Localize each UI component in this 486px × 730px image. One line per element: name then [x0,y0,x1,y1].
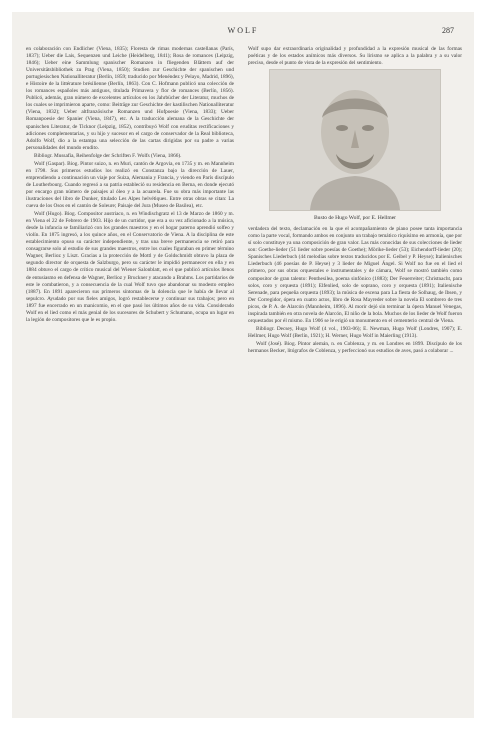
left-paragraph-4: Wolf (Hugo). Biog. Compositor austriaco, n. en Windischgratz el 13 de Marzo de 1860 y m. en Viena el 22 de Febrero de 1903. Hijo de un curtidor, que era a su vez aficionado a la música, desde la infancia se familiarizó con los grandes maestros y en el hogar paterno aprendió solfeo y violín. En 1875 ingresó, a los quince años, en el Conservatorio de Viena. A la disciplina de este establecimiento opuso su carácter independiente, y tras una breve permanencia se retiró para consagrarse solo al estudio de sus grandes maestros, entre los cuales figuraban en primer término Wagner, Berlioz y Liszt. Gracias a la protección de Mottl y de Goldschmidt obtuvo la plaza de segundo director de orquesta de Salzburgo, pero su carácter le impidió permanecer en ella y en 1884 obtuvo el cargo de crítico musical del Wiener Salonblatt, en el que publicó artículos llenos de entusiasmo en defensa de Wagner, Berlioz y Bruckner y atacando a Brahms. Los partidarios de este le combatieron, y a consecuencia de la cual Wolf tuvo que abandonar su modesto empleo (1887). En 1891 aparecieron sus primeros síntomas de la dolencia que le había de llevar al sepulcro. Ayudado por sus fieles amigos, logró restablecerse y continuar sus trabajos; pero en 1897 fue encerrado en un manicomio, en el que pasó los últimos años de su vida. Considerado Wolf en el lied como el más genial de los sucesores de Schubert y Schumann, ocupa un lugar en la legión de compositores que le es propio. [26,211,234,323]
right-paragraph-top: Wolf supo dar extraordinaria originalidad y profundidad a la expresión musical de las formas poéticas y de los estados anímicos más diversos. Su lirismo se aplica a la palabra y a su valor preciso, desde el punto de vista de la expresión del sentimiento. [248,46,462,67]
right-column [248,46,462,710]
left-paragraph-1: en colaboración con Endlicher (Viena, 1835); Floresta de rimas modernas castellanas (París, 1837); Ueber die Lais, Sequenzen und Leiche (Heidelberg, 1841); Rosa de romances (Leipzig, 1846); Ueber eine Sammlung spanischer Romanzen in fliegenden Blättern auf der Universitätsbibliothek zu Prag (Viena, 1850); Studien zur Geschichte der spanischen und portugiesischen Nationalliteratur (Berlín, 1859; traducido por Menéndez y Pelayo, Madrid, 1896), e Histoire de la littérature brésilienne (Berlín, 1863). Con C. Hofmann publicó una colección de los romances españoles más antiguos, titulada Primavera y flor de romances (Berlín, 1856). Publicó, además, gran número de excelentes artículos en los Jahrbücher der Literatur, muchos de los cuales se imprimieron aparte, como: Beiträge zur Geschichte der kastilischen Nationalliteratur (Viena, 1832); Ueber altfranzösische Romanzen und Hofpoesie (Viena, 1833); Ueber Romanpoesie der Spanier (Viena, 1847), etc. A la traducción alemana de la Geschichte der spanischen Literatur, de Ticknor (Leipzig, 1852), contribuyó Wolf con eruditas rectificaciones y adiciones complementarias, y su hijo y sucesor en el cargo de conservador de la Real biblioteca, Adolfo Wolf, dio a la estampa una selección de las cartas dirigidas por su padre a varias personalidades del mundo erudito. [26,46,234,151]
right-paragraph-1: verdadera del texto, declamación en la que el acompañamiento de piano posee tanta importancia como la parte vocal, formando ambos en conjunto un trabajo temático riquísimo en armonía, que por sí solo constituye ya una composición de gran valor. Las más conocidas de sus colecciones de lieder son: Goethe-lieder (51 lieder sobre poesías de Goethe); Mörike-lieder (53); Eichendorff-lieder (20); Spanisches Liederbuch (44 melodías sobre textos traducidos por E. Geibel y P. Heyse); Italienisches Liederbuch (46 poesías de P. Heyse) y 3 lieder de Miguel Ángel. Si Wolf no fue en el lied el primero, por sus obras orquestales e instrumentales y de cámara, Wolf se mostró también como compositor de gran talento: Penthesilea, poema sinfónico (1883); Der Feuerreiter; Christnacht, para solos, coro y orquesta (1891); Elfenlied, solo de soprano, coro y orquesta (1891); Italienische Serenade, para pequeña orquesta (1893); la música de escena para La fiesta de Solhaug, de Ibsen, y Der Corregidor, ópera en cuatro actos, libro de Rosa Mayreder sobre la novela El sombrero de tres picos, de P. A. de Alarcón (Mannheim, 1896). Al morir dejó sin terminar la ópera Manuel Venegas, inspirada también en otra novela de Alarcón, El niño de la bola. Muchos de los lieder de Wolf fueron orquestados por él mismo. En 1906 se le erigió un monumento en el cementerio central de Viena. [248,226,462,324]
left-paragraph-3: Wolf (Gaspar). Biog. Pintor suizo, n. en Muri, cantón de Argovia, en 1735 y m. en Mannheim en 1798. Sus primeros estudios los realizó en Constanza bajo la dirección de Lauer, emprendiendo a continuación un viaje por Suiza, Alemania y Francia, y viendo en París discípulo de Loutherbourg. Cuando regresó a su patria estableció su residencia en Berna, en donde ejecutó por encargo gran número de paisajes al óleo y a la acuarela. Fue su obra más importante las ilustraciones del libro de Dunker, titulado Les Alpes helvétiques. Entre otras obras se citan: La cueva de los Osos en el cantón de Soleure; Paisaje del Jura (Museo de Basilea), etc. [26,160,234,210]
right-paragraph-3: Wolf (José). Biog. Pintor alemán, n. en Coblenza, y m. en Londres en 1899. Discípulo de los hermanos Becker, litógrafos de Coblenza, y perfeccionó sus estudios de aves, pasó a colaborar ... [248,340,462,354]
right-paragraph-2: Bibliogr. Decsey, Hugo Wolf (4 vol., 1903-06); E. Newman, Hugo Wolf (Londres, 1907); E. Hellmer, Hugo Wolf (Berlín, 1921); H. Werner, Hugo Wolf in Maierling (1913). [248,325,462,339]
left-paragraph-2: Bibliogr. Mussafia, Reihenfolge der Schriften F. Wolfs (Viena, 1866). [34,152,182,159]
document-page [12,12,474,718]
figure-caption: Busto de Hugo Wolf, por E. Hellmer [313,215,397,222]
left-column [26,46,234,710]
bust-illustration [270,70,440,210]
page-header [12,26,474,40]
page-number: 287 [442,26,454,35]
bust-photo [269,69,441,211]
running-title: WOLF [227,26,259,35]
figure [248,69,462,222]
